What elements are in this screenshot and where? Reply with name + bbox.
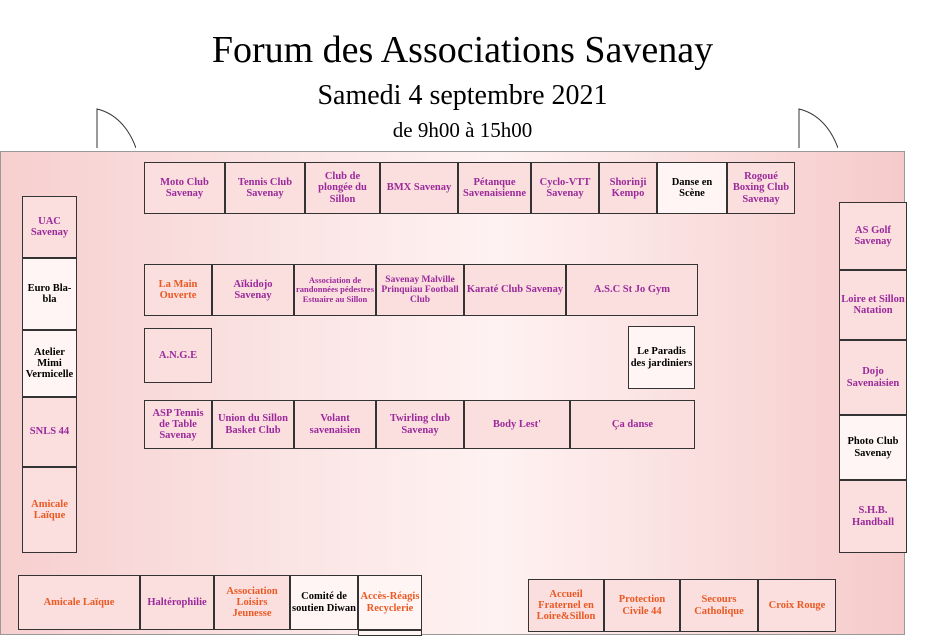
stand-amicale-laique-bottom: Amicale Laïque — [18, 575, 140, 630]
stand-body-lest: Body Lest' — [464, 400, 570, 449]
stand-karate-club: Karaté Club Savenay — [464, 264, 566, 316]
stand-euro-bla-bla: Euro Bla-bla — [22, 258, 77, 330]
stand-cyclo-vtt: Cyclo-VTT Savenay — [531, 162, 599, 214]
stand-loire-sillon-natation: Loire et Sillon Natation — [839, 270, 907, 340]
stand-tennis-club: Tennis Club Savenay — [225, 162, 305, 214]
stand-dojo-savenaisien: Dojo Savenaisien — [839, 340, 907, 415]
event-hours: de 9h00 à 15h00 — [392, 118, 533, 142]
stand-asc-st-jo-gym: A.S.C St Jo Gym — [566, 264, 698, 316]
stand-football-club: Savenay Malville Prinquiau Football Club — [376, 264, 464, 316]
stand-shorinji-kempo: Shorinji Kempo — [599, 162, 657, 214]
stand-twirling-club: Twirling club Savenay — [376, 400, 464, 449]
stand-randonnees: Association de randonnées pédestres Estuaire au Sillon — [294, 264, 376, 316]
stand-atelier-mimi: Atelier Mimi Vermicelle — [22, 330, 77, 397]
stand-accueil-fraternel: Accueil Fraternel en Loire&Sillon — [528, 579, 604, 632]
stand-amicale-laique-left: Amicale Laïque — [22, 467, 77, 553]
page-title: Forum des Associations Savenay — [211, 29, 714, 71]
stand-rogoue-boxing: Rogoué Boxing Club Savenay — [727, 162, 795, 214]
event-date: Samedi 4 septembre 2021 — [317, 80, 608, 111]
stand-acces-reagis: Accès-Réagis Recyclerie — [358, 575, 422, 630]
stand-asp-tennis-table: ASP Tennis de Table Savenay — [144, 400, 212, 449]
stand-moto-club: Moto Club Savenay — [144, 162, 225, 214]
stand-danse-en-scene: Danse en Scène — [657, 162, 727, 214]
stand-snls-44: SNLS 44 — [22, 397, 77, 467]
stand-loisirs-jeunesse: Association Loisirs Jeunesse — [214, 575, 290, 630]
stand-volant-savenaisien: Volant savenaisien — [294, 400, 376, 449]
stand-protection-civile: Protection Civile 44 — [604, 579, 680, 632]
stand-croix-rouge: Croix Rouge — [758, 579, 836, 632]
stand-halterophilie: Haltérophilie — [140, 575, 214, 630]
stand-club-plongee: Club de plongée du Sillon — [305, 162, 380, 214]
stand-secours-catholique: Secours Catholique — [680, 579, 758, 632]
door-right-icon — [798, 108, 838, 148]
stand-photo-club: Photo Club Savenay — [839, 415, 907, 480]
stand-bmx: BMX Savenay — [380, 162, 458, 214]
door-left-icon — [96, 108, 136, 148]
stand-paradis-jardiniers: Le Paradis des jardiniers — [628, 326, 695, 389]
stand-la-main-ouverte: La Main Ouverte — [144, 264, 212, 316]
stand-comite-diwan: Comité de soutien Diwan — [290, 575, 358, 630]
stand-uac-savenay: UAC Savenay — [22, 196, 77, 258]
stand-ca-danse: Ça danse — [570, 400, 695, 449]
stand-as-golf: AS Golf Savenay — [839, 202, 907, 270]
stand-shb-handball: S.H.B. Handball — [839, 480, 907, 553]
stand-aikidojo: Aïkidojo Savenay — [212, 264, 294, 316]
stand-petanque: Pétanque Savenaisienne — [458, 162, 531, 214]
hall-floor-plan — [0, 151, 905, 635]
stand-ange: A.N.G.E — [144, 328, 212, 383]
stand-union-basket: Union du Sillon Basket Club — [212, 400, 294, 449]
stand-unlabeled — [358, 630, 422, 636]
